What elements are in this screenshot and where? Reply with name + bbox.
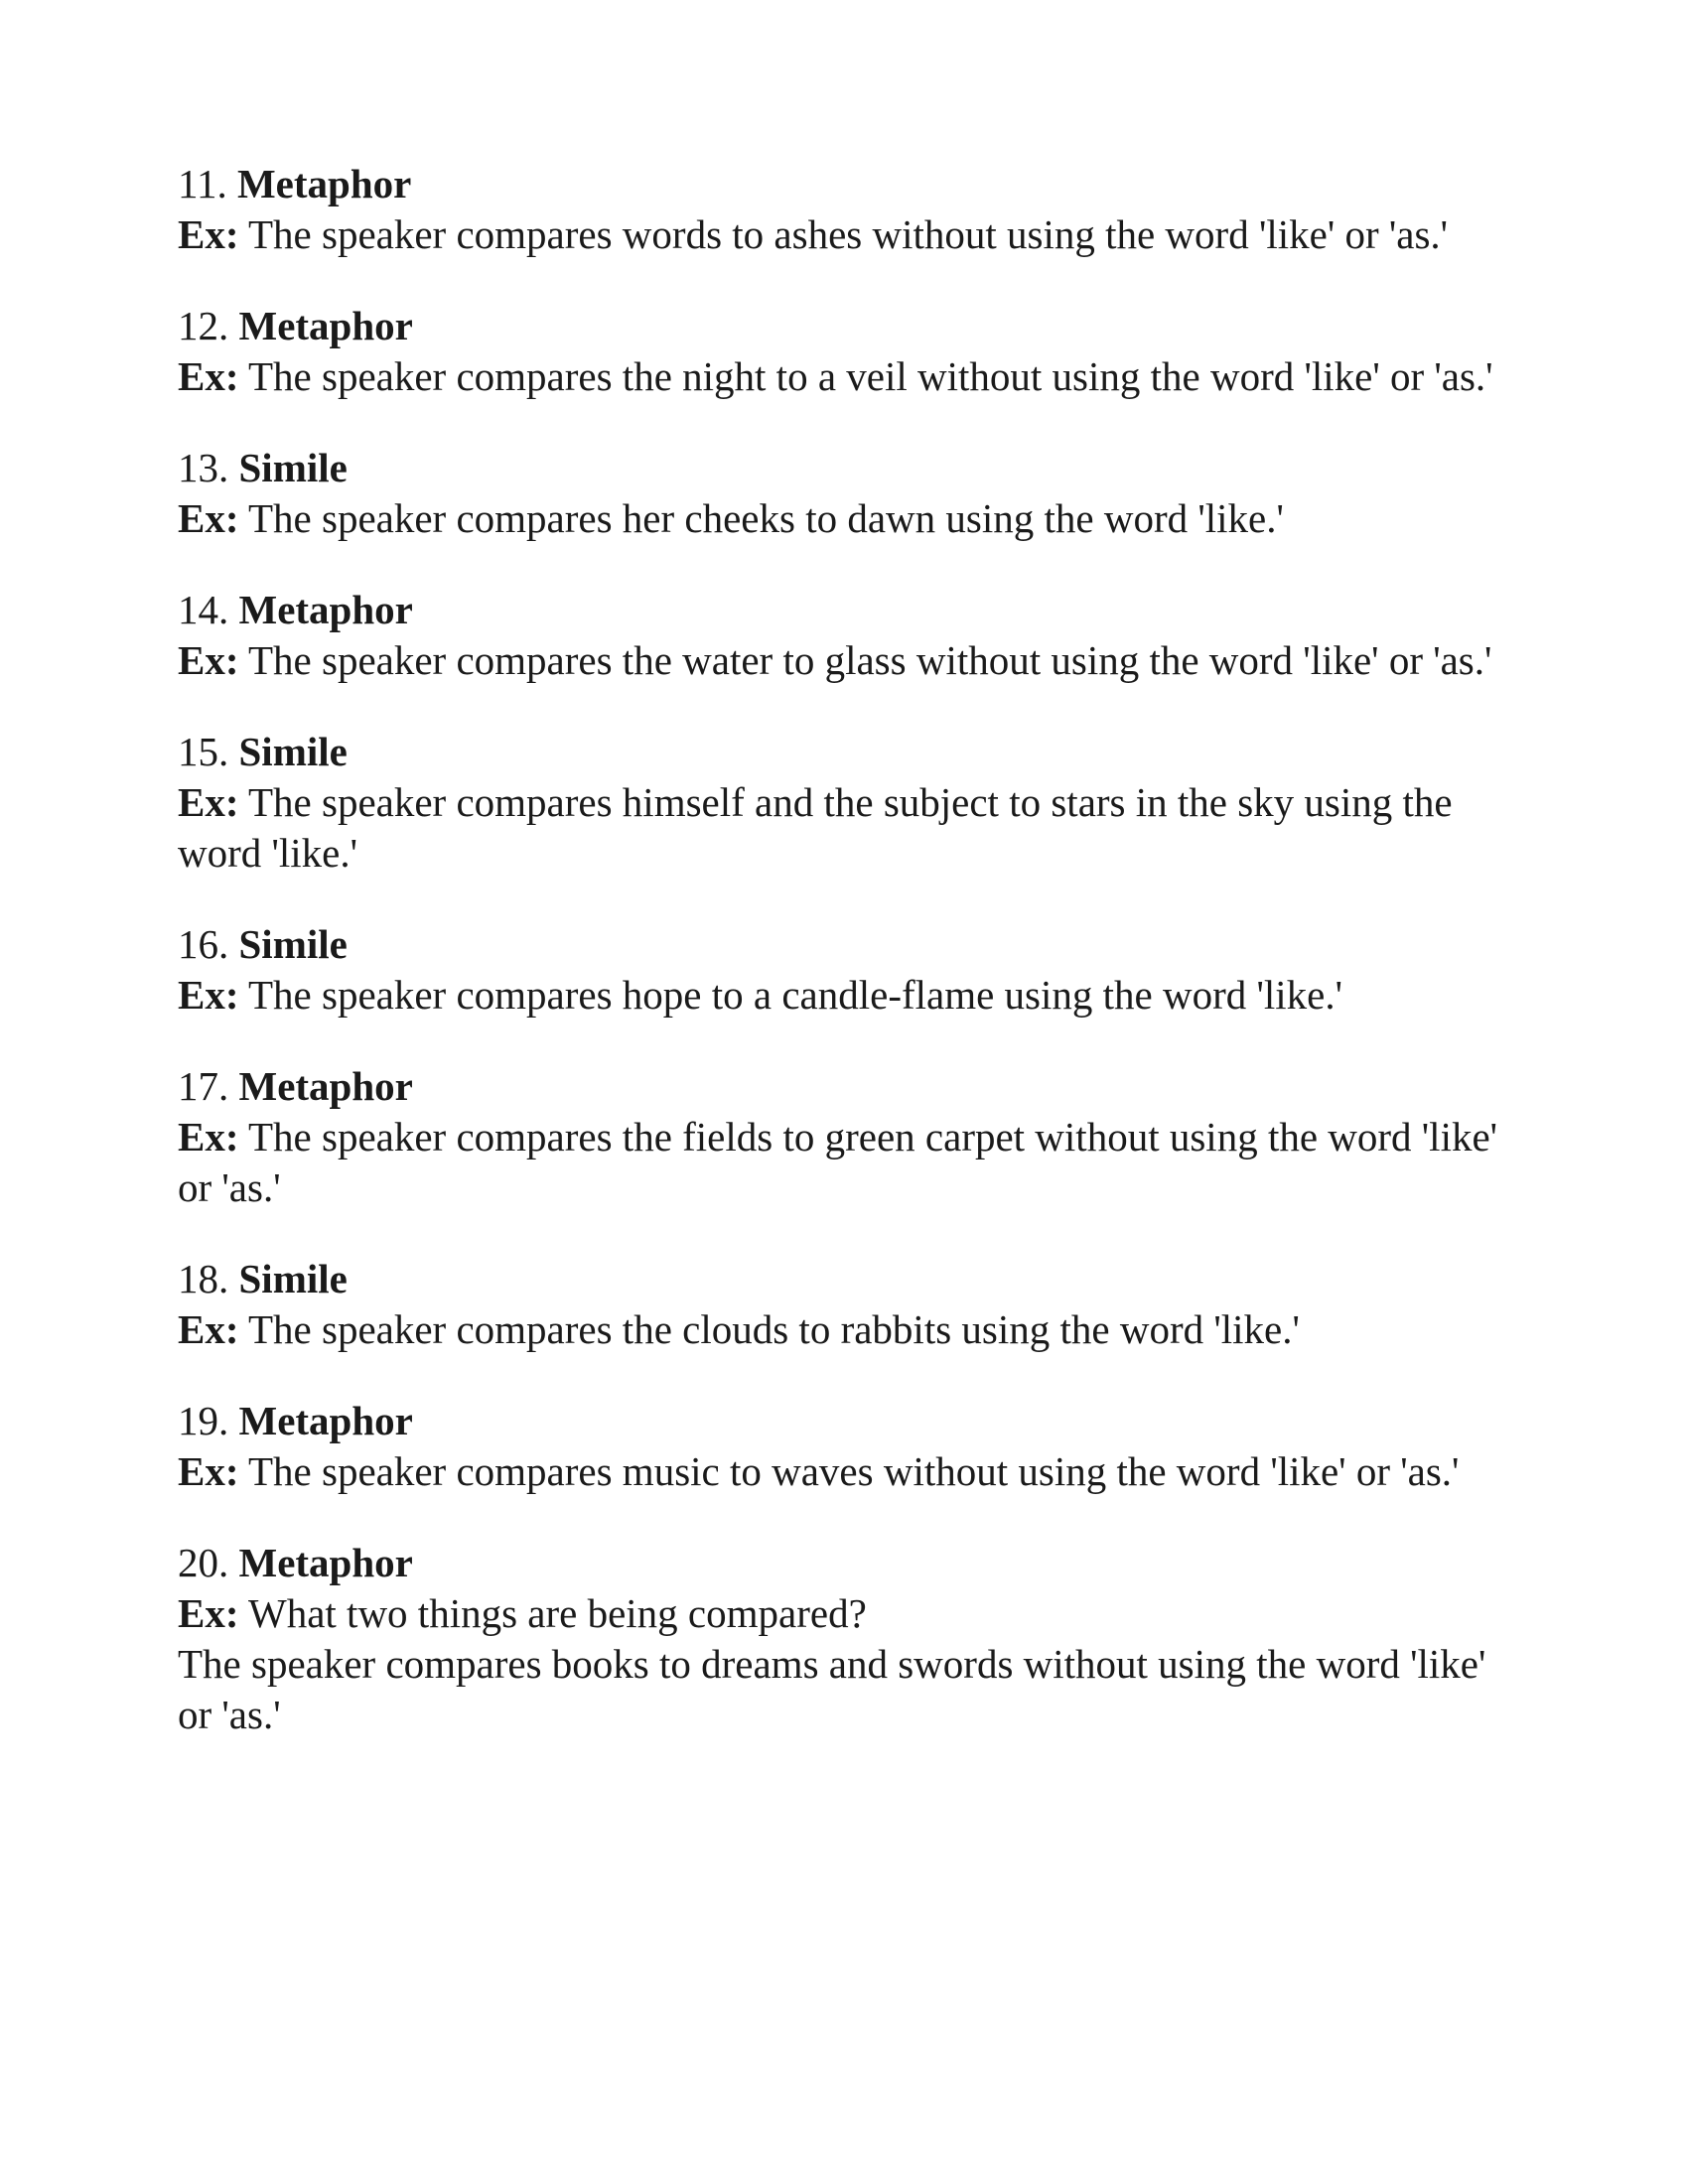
explanation-text: The speaker compares the water to glass without using the word 'like' or 'as.' (248, 637, 1492, 683)
entry-term: Metaphor (238, 587, 413, 632)
explanation-text: The speaker compares the clouds to rabbits using the word 'like.' (248, 1306, 1300, 1352)
ex-label: Ex: (178, 1114, 239, 1160)
entry-number: 17. (178, 1063, 229, 1109)
entry-heading (178, 443, 1528, 493)
entry-heading (178, 1396, 1528, 1446)
entry-number: 15. (178, 729, 229, 774)
answer-entry-15 (178, 727, 1528, 879)
entry-explanation (178, 1304, 1528, 1355)
entry-heading (178, 919, 1528, 970)
answer-key-page (178, 159, 1528, 1781)
ex-label: Ex: (178, 779, 239, 825)
entry-term: Metaphor (238, 1398, 413, 1443)
answer-entry-16 (178, 919, 1528, 1021)
explanation-question: What two things are being compared? (248, 1590, 867, 1636)
explanation-text: The speaker compares the fields to green carpet without using the word 'like' or 'as.' (178, 1114, 1498, 1210)
answer-entry-17 (178, 1061, 1528, 1213)
entry-heading (178, 301, 1528, 351)
answer-entry-19 (178, 1396, 1528, 1497)
entry-term: Metaphor (236, 161, 412, 206)
entry-term: Simile (238, 445, 348, 490)
ex-label: Ex: (178, 495, 239, 541)
ex-label: Ex: (178, 637, 239, 683)
entry-number: 13. (178, 445, 229, 490)
answer-entry-13 (178, 443, 1528, 544)
entry-heading (178, 1254, 1528, 1304)
entry-heading (178, 727, 1528, 777)
answer-entry-20 (178, 1538, 1528, 1740)
entry-explanation (178, 777, 1528, 879)
entry-heading (178, 585, 1528, 635)
entry-term: Simile (238, 1256, 348, 1301)
entry-number: 16. (178, 921, 229, 967)
explanation-text: The speaker compares hope to a candle-flame using the word 'like.' (248, 972, 1343, 1018)
explanation-text: The speaker compares the night to a veil without using the word 'like' or 'as.' (248, 353, 1493, 399)
entry-explanation (178, 1588, 1528, 1639)
entry-explanation (178, 970, 1528, 1021)
entry-term: Metaphor (238, 1540, 413, 1585)
entry-term: Simile (238, 729, 348, 774)
entry-explanation (178, 493, 1528, 544)
entry-term: Metaphor (238, 1063, 413, 1109)
entry-explanation (178, 351, 1528, 402)
ex-label: Ex: (178, 1590, 239, 1636)
entry-explanation (178, 1112, 1528, 1213)
ex-label: Ex: (178, 972, 239, 1018)
entry-number: 20. (178, 1540, 229, 1585)
explanation-text: The speaker compares her cheeks to dawn using the word 'like.' (248, 495, 1284, 541)
entry-explanation (178, 209, 1528, 260)
entry-number: 12. (178, 303, 229, 348)
explanation-text: The speaker compares words to ashes without using the word 'like' or 'as.' (248, 211, 1449, 257)
ex-label: Ex: (178, 211, 239, 257)
entry-explanation-continued (178, 1639, 1528, 1740)
entry-term: Metaphor (238, 303, 413, 348)
entry-heading (178, 1061, 1528, 1112)
ex-label: Ex: (178, 1448, 239, 1494)
answer-entry-18 (178, 1254, 1528, 1355)
explanation-text: The speaker compares books to dreams and swords without using the word 'like' or 'as.' (178, 1641, 1486, 1737)
ex-label: Ex: (178, 353, 239, 399)
entry-explanation (178, 1446, 1528, 1497)
ex-label: Ex: (178, 1306, 239, 1352)
explanation-text: The speaker compares himself and the subject to stars in the sky using the word 'like.' (178, 779, 1453, 876)
entry-term: Simile (238, 921, 348, 967)
entry-number: 11. (178, 161, 227, 206)
answer-entry-11 (178, 159, 1528, 260)
entry-number: 19. (178, 1398, 229, 1443)
explanation-text: The speaker compares music to waves without using the word 'like' or 'as.' (248, 1448, 1460, 1494)
answer-entry-12 (178, 301, 1528, 402)
entry-explanation (178, 635, 1528, 686)
entry-heading (178, 159, 1528, 209)
entry-number: 18. (178, 1256, 229, 1301)
entry-number: 14. (178, 587, 229, 632)
entry-heading (178, 1538, 1528, 1588)
answer-entry-14 (178, 585, 1528, 686)
